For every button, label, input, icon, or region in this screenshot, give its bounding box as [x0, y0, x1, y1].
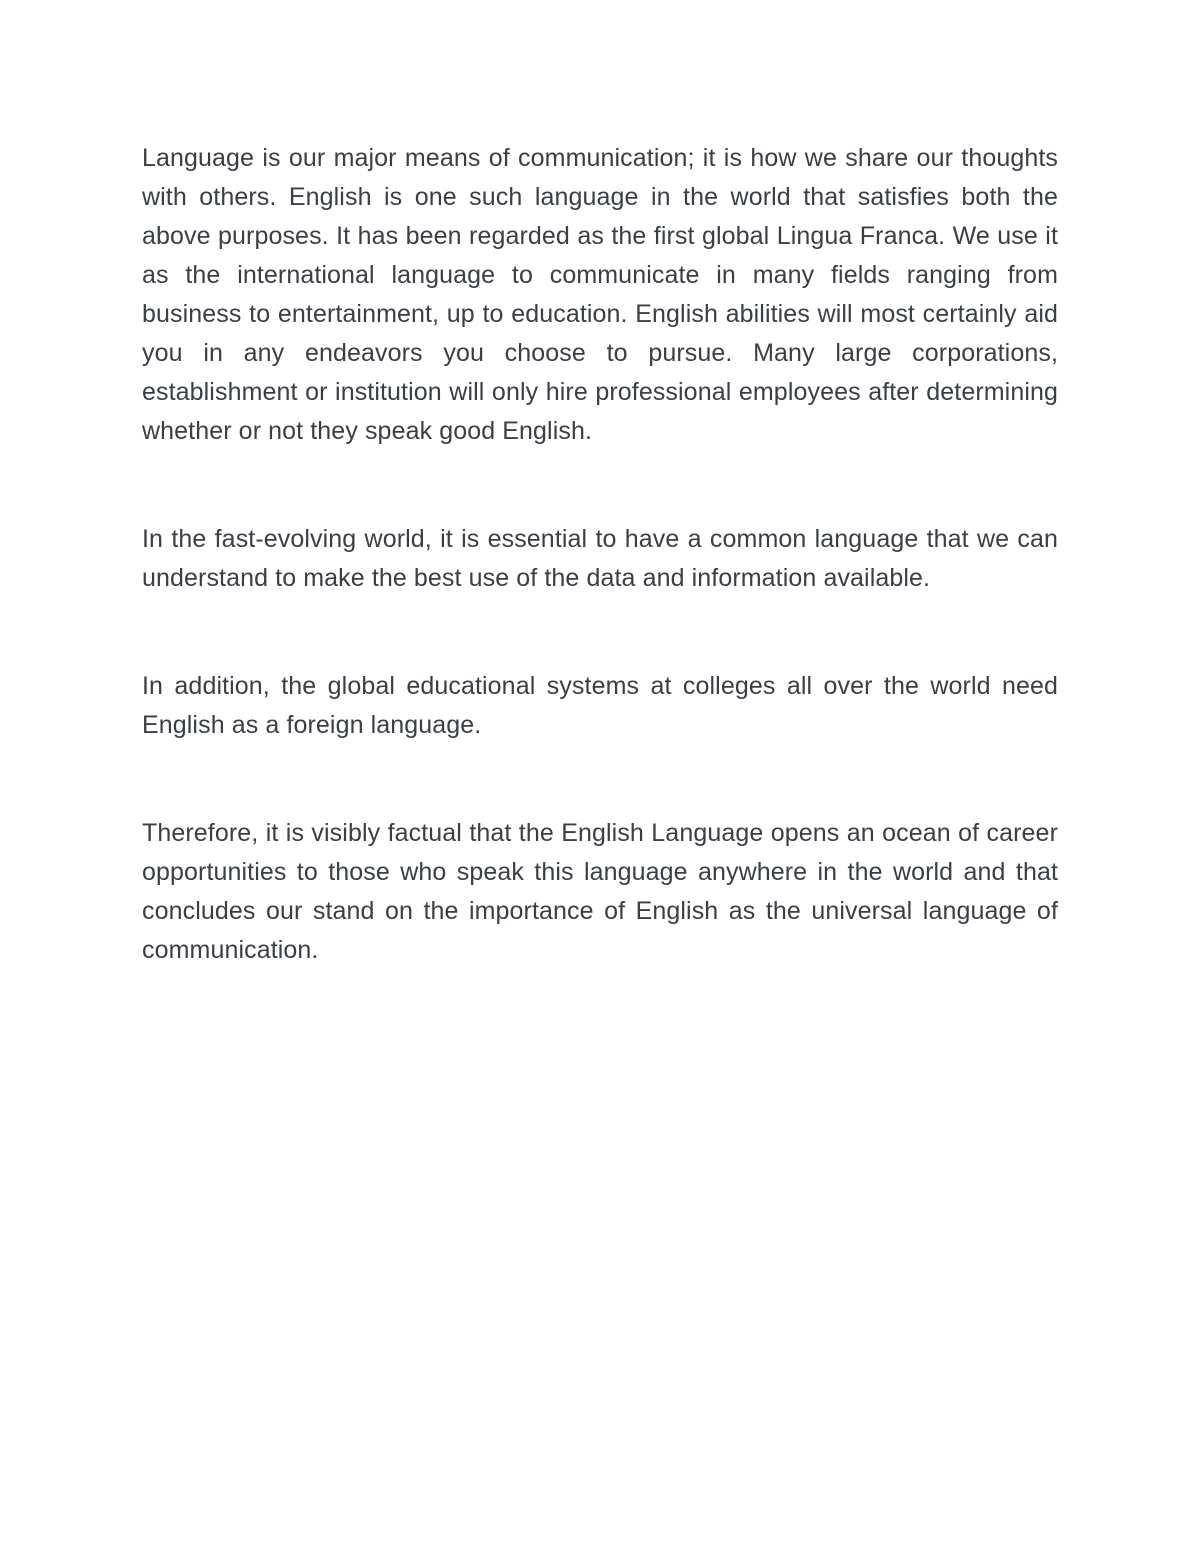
paragraph-1: Language is our major means of communication; it is how we share our thoughts with others. English is one such language in the world that satisfies both the above purposes. It has been regarded as the first global Lingua Franca. We use it as the international language to communicate in many fields ranging from business to entertainment, up to education. English abilities will most certainly aid you in any endeavors you choose to pursue. Many large corporations, establishment or institution will only hire professional employees after determining whether or not they speak good English.: [142, 144, 1058, 445]
paragraph-3: In addition, the global educational systems at colleges all over the world need English as a foreign language.: [142, 672, 1058, 739]
document-body: [142, 139, 1058, 970]
paragraph-4: Therefore, it is visibly factual that the English Language opens an ocean of career opportunities to those who speak this language anywhere in the world and that concludes our stand on the importance of English as the universal language of communication.: [142, 819, 1058, 964]
paragraph-2: In the fast-evolving world, it is essential to have a common language that we can understand to make the best use of the data and information available.: [142, 525, 1058, 592]
